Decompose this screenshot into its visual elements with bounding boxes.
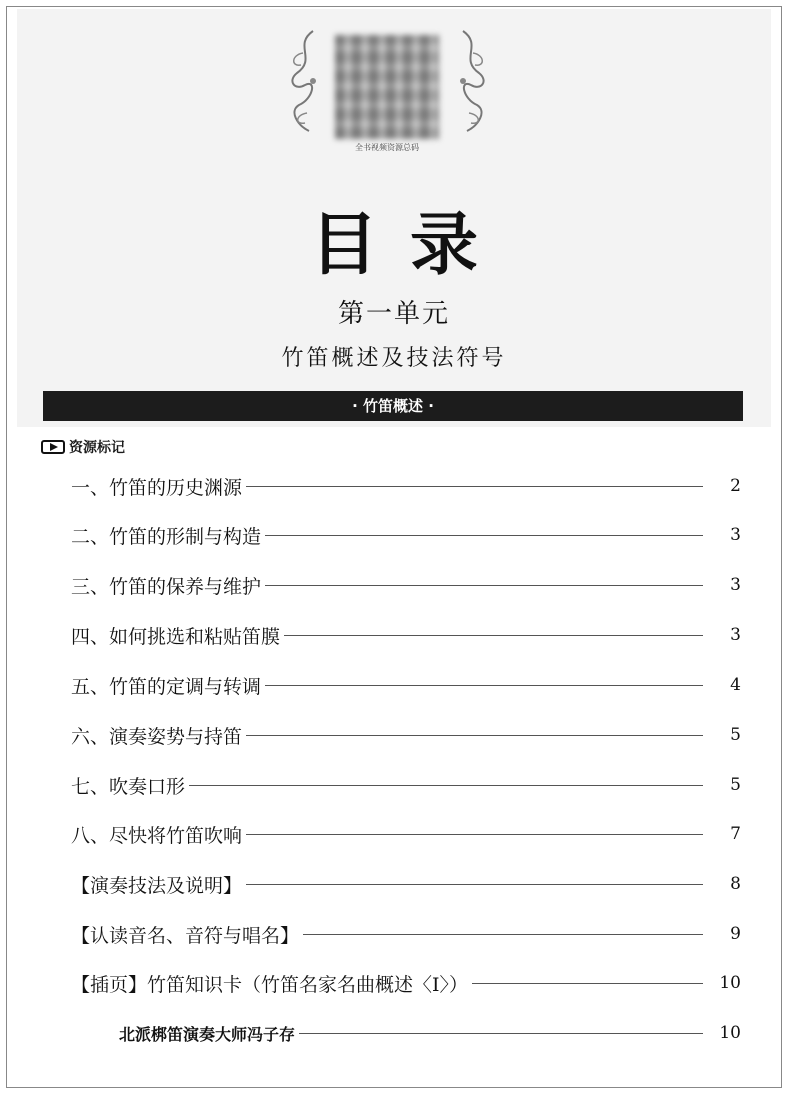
- toc-entry-title: 四、如何挑选和粘贴笛膜: [71, 625, 281, 648]
- toc-entry[interactable]: [71, 720, 741, 750]
- toc-leader-line: [303, 934, 703, 935]
- toc-entry-title: 五、竹笛的定调与转调: [71, 675, 262, 698]
- toc-entry-page: 9: [730, 924, 741, 944]
- toc-leader-line: [265, 585, 703, 586]
- toc-leader-line: [265, 685, 703, 686]
- toc-leader-line: [472, 983, 703, 984]
- toc-entry-page: 3: [730, 525, 741, 545]
- toc-entry-title: 一、竹笛的历史渊源: [71, 476, 243, 499]
- toc-entry-page: 8: [730, 874, 741, 894]
- toc-list: [7, 7, 782, 1087]
- toc-entry-title: 二、竹笛的形制与构造: [71, 525, 262, 548]
- toc-entry-page: 3: [730, 575, 741, 595]
- toc-entry-title: 【演奏技法及说明】: [71, 874, 243, 897]
- toc-leader-line: [189, 785, 703, 786]
- toc-leader-line: [265, 535, 703, 536]
- toc-entry-page: 10: [719, 1023, 741, 1043]
- toc-entry-page: 3: [730, 625, 741, 645]
- toc-entry-page: 5: [730, 725, 741, 745]
- toc-leader-line: [246, 834, 703, 835]
- toc-entry[interactable]: [71, 819, 741, 849]
- toc-entry[interactable]: [71, 919, 741, 949]
- toc-entry-title: 三、竹笛的保养与维护: [71, 575, 262, 598]
- toc-page: [6, 6, 782, 1088]
- toc-entry[interactable]: [71, 770, 741, 800]
- toc-entry-title: 七、吹奏口形: [71, 775, 186, 798]
- toc-entry[interactable]: [119, 1018, 741, 1048]
- section-banner: · 竹笛概述 ·: [43, 391, 743, 421]
- toc-leader-line: [246, 486, 703, 487]
- unit-title: 第一单元: [337, 299, 450, 329]
- toc-entry-page: 10: [719, 973, 741, 993]
- toc-entry-title: 北派梆笛演奏大师冯子存: [119, 1024, 296, 1044]
- toc-entry-title: 【插页】竹笛知识卡（竹笛名家名曲概述〈Ⅰ〉）: [71, 973, 469, 996]
- toc-leader-line: [246, 735, 703, 736]
- toc-entry-page: 4: [730, 675, 741, 695]
- toc-entry-page: 7: [730, 824, 741, 844]
- toc-leader-line: [299, 1033, 703, 1034]
- toc-entry[interactable]: [71, 968, 741, 998]
- toc-entry-title: 六、演奏姿势与持笛: [71, 725, 243, 748]
- toc-entry-page: 2: [730, 476, 741, 496]
- unit-subtitle: 竹笛概述及技法符号: [281, 346, 507, 371]
- page-title: 目录: [309, 205, 510, 285]
- toc-entry[interactable]: [71, 869, 741, 899]
- qr-caption: 全书视频资源总码: [355, 143, 419, 152]
- toc-leader-line: [284, 635, 703, 636]
- toc-leader-line: [246, 884, 703, 885]
- toc-entry-title: 八、尽快将竹笛吹响: [71, 824, 243, 847]
- toc-entry-page: 5: [730, 775, 741, 795]
- toc-entry[interactable]: [71, 620, 741, 650]
- toc-entry[interactable]: [71, 471, 741, 501]
- toc-entry[interactable]: [71, 520, 741, 550]
- toc-entry[interactable]: [71, 570, 741, 600]
- toc-entry-title: 【认读音名、音符与唱名】: [71, 924, 300, 947]
- toc-entry[interactable]: [71, 670, 741, 700]
- resource-mark-label: 资源标记: [69, 440, 125, 456]
